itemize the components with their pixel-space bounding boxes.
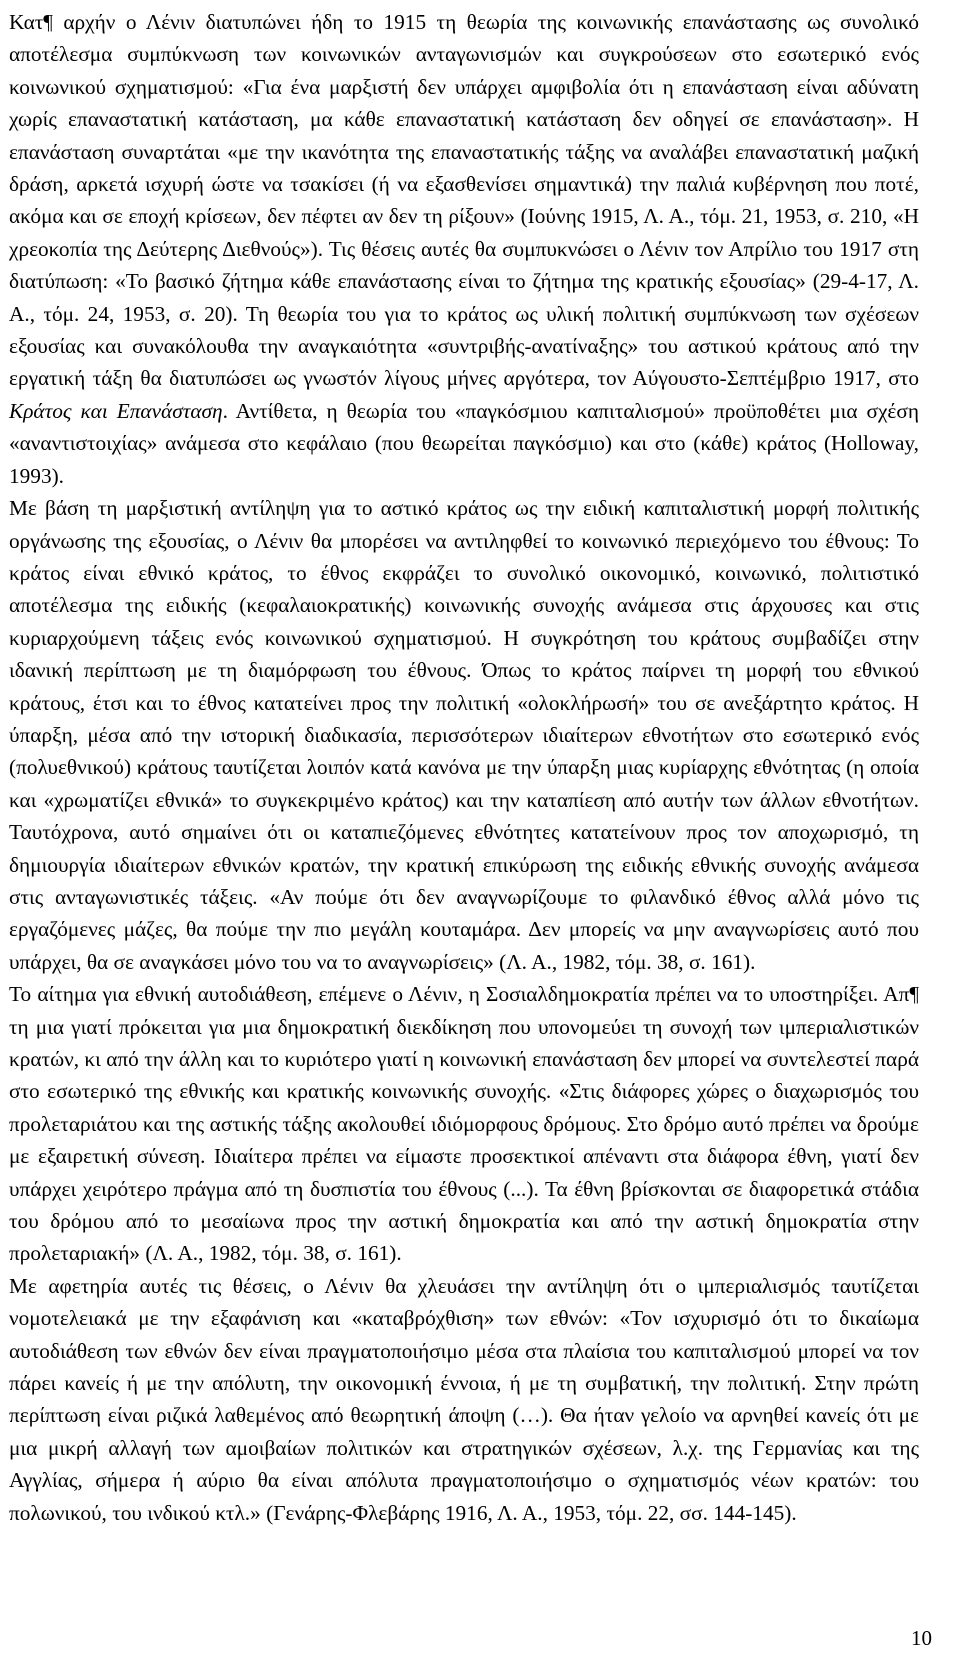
- paragraph-1-text-b: . Αντίθετα, η θεωρία του «παγκόσμιου καπιταλισμού» προϋποθέτει μια σχέση «αναντιστοιχίας» ανάμεσα στο κεφάλαιο (που θεωρείται παγκόσμιο) και στο (κάθε) κράτος (Holloway, 1993).: [9, 398, 919, 488]
- paragraph-2-text: Με βάση τη μαρξιστική αντίληψη για το αστικό κράτος ως την ειδική καπιταλιστική μορφή πολιτικής οργάνωσης της εξουσίας, ο Λένιν θα μπορέσει να αντιληφθεί το κοινωνικό περιεχόμενο του έθνους: Το κράτος είναι εθνικό κράτος, το έθνος εκφράζει το συνολικό οικονομικό, κοινωνικό, πολιτιστικό αποτέλεσμα της ειδικής (κεφαλαιοκρατικής) κοινωνικής συνοχής ανάμεσα στις άρχουσες και στις κυριαρχούμενη τάξεις ενός κοινωνικού σχηματισμού. Η συγκρότηση του κράτους συμβαδίζει στην ιδανική περίπτωση με τη διαμόρφωση του έθνους. Όπως το κράτος παίρνει τη μορφή του εθνικού κράτους, έτσι και το έθνος κατατείνει προς την πολιτική «ολοκλήρωσή» του σε ανεξάρτητο κράτος. Η ύπαρξη, μέσα από την ιστορική διαδικασία, περισσότερων ιδιαίτερων εθνοτήτων στο εσωτερικό ενός (πολυεθνικού) κράτους ταυτίζεται λοιπόν κατά κανόνα με την ύπαρξη μιας κυρίαρχης εθνότητας (η οποία και «χρωματίζει εθνικά» το συγκεκριμένο κράτος) και την καταπίεση από αυτήν των άλλων εθνοτήτων. Ταυτόχρονα, αυτό σημαίνει ότι οι καταπιεζόμενες εθνότητες κατατείνουν προς τον αποχωρισμό, τη δημιουργία ιδιαίτερων εθνικών κρατών, την κρατική επικύρωση της ειδικής εθνικής συνοχής ανάμεσα στις ανταγωνιστικές τάξεις. «Αν πούμε ότι δεν αναγνωρίζουμε το φιλανδικό έθνος αλλά μόνο τις εργαζόμενες μάζες, θα πούμε την πιο μεγάλη κουταμάρα. Δεν μπορείς να μην αναγνωρίσεις αυτό που υπάρχει, θα σε αναγκάσει μόνο του να το αναγνωρίσεις» (Λ. Α., 1982, τόμ. 38, σ. 161).: [9, 496, 919, 974]
- paragraph-3: [9, 978, 919, 1270]
- page-number: 10: [911, 1626, 932, 1650]
- paragraph-1: [9, 6, 919, 492]
- document-body: [9, 6, 919, 1529]
- paragraph-4: [9, 1270, 919, 1529]
- book-title-italic: Κράτος και Επανάσταση: [9, 398, 223, 423]
- paragraph-1-text-a: Κατ¶ αρχήν ο Λένιν διατυπώνει ήδη το 1915 τη θεωρία της κοινωνικής επανάστασης ως συνολικό αποτέλεσμα συμπύκνωση των κοινωνικών ανταγωνισμών και συγκρούσεων στο εσωτερικό ενός κοινωνικού σχηματισμού: «Για ένα μαρξιστή δεν υπάρχει αμφιβολία ότι η επανάσταση είναι αδύνατη χωρίς επαναστατική κατάσταση, μα κάθε επαναστατική κατάσταση δεν οδηγεί σε επανάσταση». Η επανάσταση συναρτάται «με την ικανότητα της επαναστατικής τάξης να αναλάβει επαναστατική μαζική δράση, αρκετά ισχυρή ώστε να τσακίσει (ή να εξασθενίσει σημαντικά) την παλιά κυβέρνηση που ποτέ, ακόμα και σε εποχή κρίσεων, δεν πέφτει αν δεν τη ρίξουν» (Ιούνης 1915, Λ. Α., τόμ. 21, 1953, σ. 210, «Η χρεοκοπία της Δεύτερης Διεθνούς»). Τις θέσεις αυτές θα συμπυκνώσει ο Λένιν τον Απρίλιο του 1917 στη διατύπωση: «Το βασικό ζήτημα κάθε επανάστασης είναι το ζήτημα της κρατικής εξουσίας» (29-4-17, Λ. Α., τόμ. 24, 1953, σ. 20). Τη θεωρία του για το κράτος ως υλική πολιτική συμπύκνωση των σχέσεων εξουσίας και συνακόλουθα την αναγκαιότητα «συντριβής-ανατίναξης» του αστικού κράτους από την εργατική τάξη θα διατυπώσει ως γνωστόν λίγους μήνες αργότερα, τον Αύγουστο-Σεπτέμβριο 1917, στο: [9, 10, 919, 391]
- paragraph-4-text: Με αφετηρία αυτές τις θέσεις, ο Λένιν θα χλευάσει την αντίληψη ότι ο ιμπεριαλισμός ταυτίζεται νομοτελειακά με την εξαφάνιση και «καταβρόχθιση» των εθνών: «Τον ισχυρισμό ότι το δικαίωμα αυτοδιάθεση των εθνών δεν είναι πραγματοποιήσιμο μέσα στα πλαίσια του καπιταλισμού μπορεί να τον πάρει κανείς ή με την απόλυτη, την οικονομική έννοια, ή με τη συμβατική, την πολιτική. Στην πρώτη περίπτωση είναι ριζικά λαθεμένος από θεωρητική άποψη (…). Θα ήταν γελοίο να αρνηθεί κανείς ότι με μια μικρή αλλαγή των αμοιβαίων πολιτικών και στρατηγικών σχέσεων, λ.χ. της Γερμανίας και της Αγγλίας, σήμερα ή αύριο θα είναι απόλυτα πραγματοποιήσιμο ο σχηματισμός νέων κρατών: του πολωνικού, του ινδικού κτλ.» (Γενάρης-Φλεβάρης 1916, Λ. Α., 1953, τόμ. 22, σσ. 144-145).: [9, 1273, 919, 1525]
- paragraph-2: [9, 492, 919, 978]
- paragraph-3-text: Το αίτημα για εθνική αυτοδιάθεση, επέμενε ο Λένιν, η Σοσιαλδημοκρατία πρέπει να το υποστηρίξει. Απ¶ τη μια γιατί πρόκειται για μια δημοκρατική διεκδίκηση που υπονομεύει τη συνοχή των ιμπεριαλιστικών κρατών, κι από την άλλη και το κυριότερο γιατί η κοινωνική επανάσταση δεν μπορεί να συντελεστεί παρά στο εσωτερικό της εθνικής και κρατικής κοινωνικής συνοχής. «Στις διάφορες χώρες ο διαχωρισμός του προλεταριάτου και της αστικής τάξης ακολουθεί ιδιόμορφους δρόμους. Στο δρόμο αυτό πρέπει να δρούμε με εξαιρετική σύνεση. Ιδιαίτερα πρέπει να είμαστε προσεκτικοί απέναντι στα διάφορα έθνη, γιατί δεν υπάρχει χειρότερο πράγμα από τη δυσπιστία του έθνους (...). Τα έθνη βρίσκονται σε διαφορετικά στάδια του δρόμου από το μεσαίωνα προς την αστική δημοκρατία και από την αστική δημοκρατία στην προλεταριακή» (Λ. Α., 1982, τόμ. 38, σ. 161).: [9, 982, 919, 1266]
